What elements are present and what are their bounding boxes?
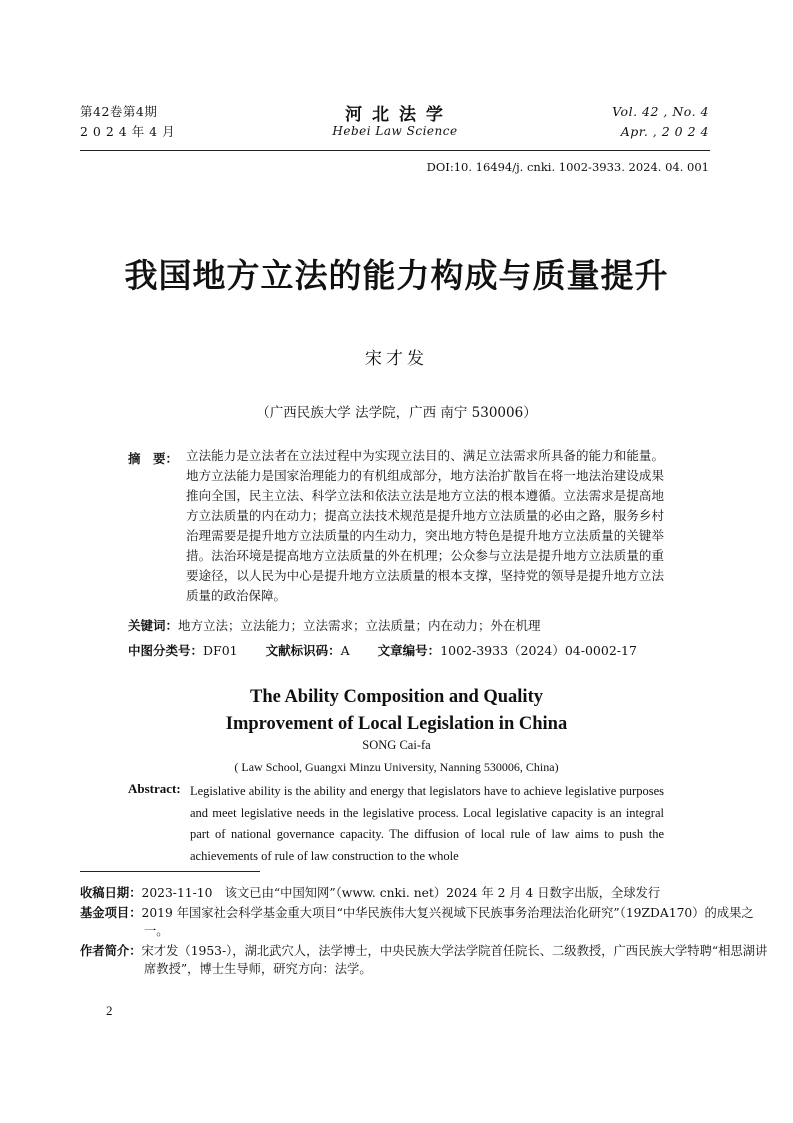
- classification-row: [128, 641, 637, 659]
- footnote-rule: [80, 871, 260, 872]
- keywords-label: 关键词：: [128, 618, 179, 633]
- fund-text: 2019 年国家社会科学基金重大项目“中华民族伟大复兴视域下民族事务治理法治化研究”（19ZDA170）的成果之一。: [141, 906, 754, 938]
- journal-date-cn: 2 0 2 4 年 4 月: [80, 124, 176, 139]
- footnote-received: [80, 884, 712, 902]
- abstract-text-cn: 立法能力是立法者在立法过程中为实现立法目的、满足立法需求所具备的能力和能量。地方立法能力是国家治理能力的有机组成部分，地方法治扩散旨在将一地法治建设成果推向全国，民主立法、科学立法和依法立法是地方立法的根本遵循。立法需求是提高地方立法质量的内在动力；提高立法技术规范是提升地方立法质量的必由之路，服务乡村治理需要是提升地方立法质量的内生动力，突出地方特色是提升地方立法质量的关键举措。法治环境是提高地方立法质量的外在机理；公众参与立法是提升地方立法质量的重要途径，以人民为中心是提升地方立法质量的根本支撑，坚持党的领导是提升地方立法质量的政治保障。: [186, 448, 664, 603]
- page-number: 2: [106, 1003, 113, 1018]
- footnote-fund: [80, 904, 776, 940]
- doc-code-value: A: [340, 643, 350, 658]
- abstract-text-en: Legislative ability is the ability and energy that legislators have to achieve legislative purposes and meet legislative needs in the legislative process. Local legislative capacity is an integral part of national governance capacity. The diffusion of local rule of law aims to push the achievements of rule of law construction to the whole: [190, 784, 664, 863]
- bio-label: 作者简介：: [80, 944, 142, 958]
- doc-code-label: 文献标识码：: [265, 643, 341, 658]
- article-title-en: [0, 684, 793, 738]
- journal-date-en: Apr. , 2 0 2 4: [620, 124, 709, 139]
- author-affiliation-cn: （广西民族大学 法学院，广西 南宁 530006）: [256, 405, 537, 421]
- received-text: 2023-11-10 该文已由“中国知网”（www. cnki. net）2024 年 2 月 4 日数字出版，全球发行: [141, 886, 661, 900]
- author-name-en: SONG Cai-fa: [362, 738, 431, 752]
- header-rule: [80, 150, 710, 151]
- doi: DOI:10. 16494/j. cnki. 1002-3933. 2024. 04. 001: [426, 160, 709, 174]
- article-title-cn: 我国地方立法的能力构成与质量提升: [124, 256, 669, 295]
- article-no-value: 1002-3933（2024）04-0002-17: [440, 643, 637, 658]
- abstract-label-en: Abstract:: [128, 781, 181, 796]
- journal-issue-cn: 第42卷第4期: [80, 104, 158, 119]
- journal-name-cn: 河 北 法 学: [345, 105, 445, 125]
- fund-label: 基金项目：: [80, 906, 142, 920]
- journal-volume-en: Vol. 42 , No. 4: [612, 104, 709, 119]
- article-title-en-line1: The Ability Composition and Quality: [250, 687, 543, 707]
- article-title-en-line2: Improvement of Local Legislation in China: [225, 714, 568, 734]
- article-no-label: 文章编号：: [377, 643, 441, 658]
- keywords-cn: [128, 616, 541, 634]
- clc-value: DF01: [203, 643, 238, 658]
- author-affiliation-en: ( Law School, Guangxi Minzu University, Nanning 530006, China): [234, 760, 559, 774]
- author-name-cn: 宋才发: [365, 349, 428, 369]
- journal-name-en: Hebei Law Science: [332, 124, 458, 138]
- footnote-author-bio: [80, 942, 776, 978]
- clc-label: 中图分类号：: [128, 643, 204, 658]
- bio-text: 宋才发（1953-），湖北武穴人，法学博士，中央民族大学法学院首任院长、二级教授，广西民族大学特聘“相思湖讲席教授”，博士生导师，研究方向：法学。: [141, 944, 768, 976]
- received-label: 收稿日期：: [80, 886, 142, 900]
- keywords-text: 地方立法；立法能力；立法需求；立法质量；内在动力；外在机理: [178, 618, 541, 633]
- abstract-label-cn: 摘 要：: [128, 451, 179, 466]
